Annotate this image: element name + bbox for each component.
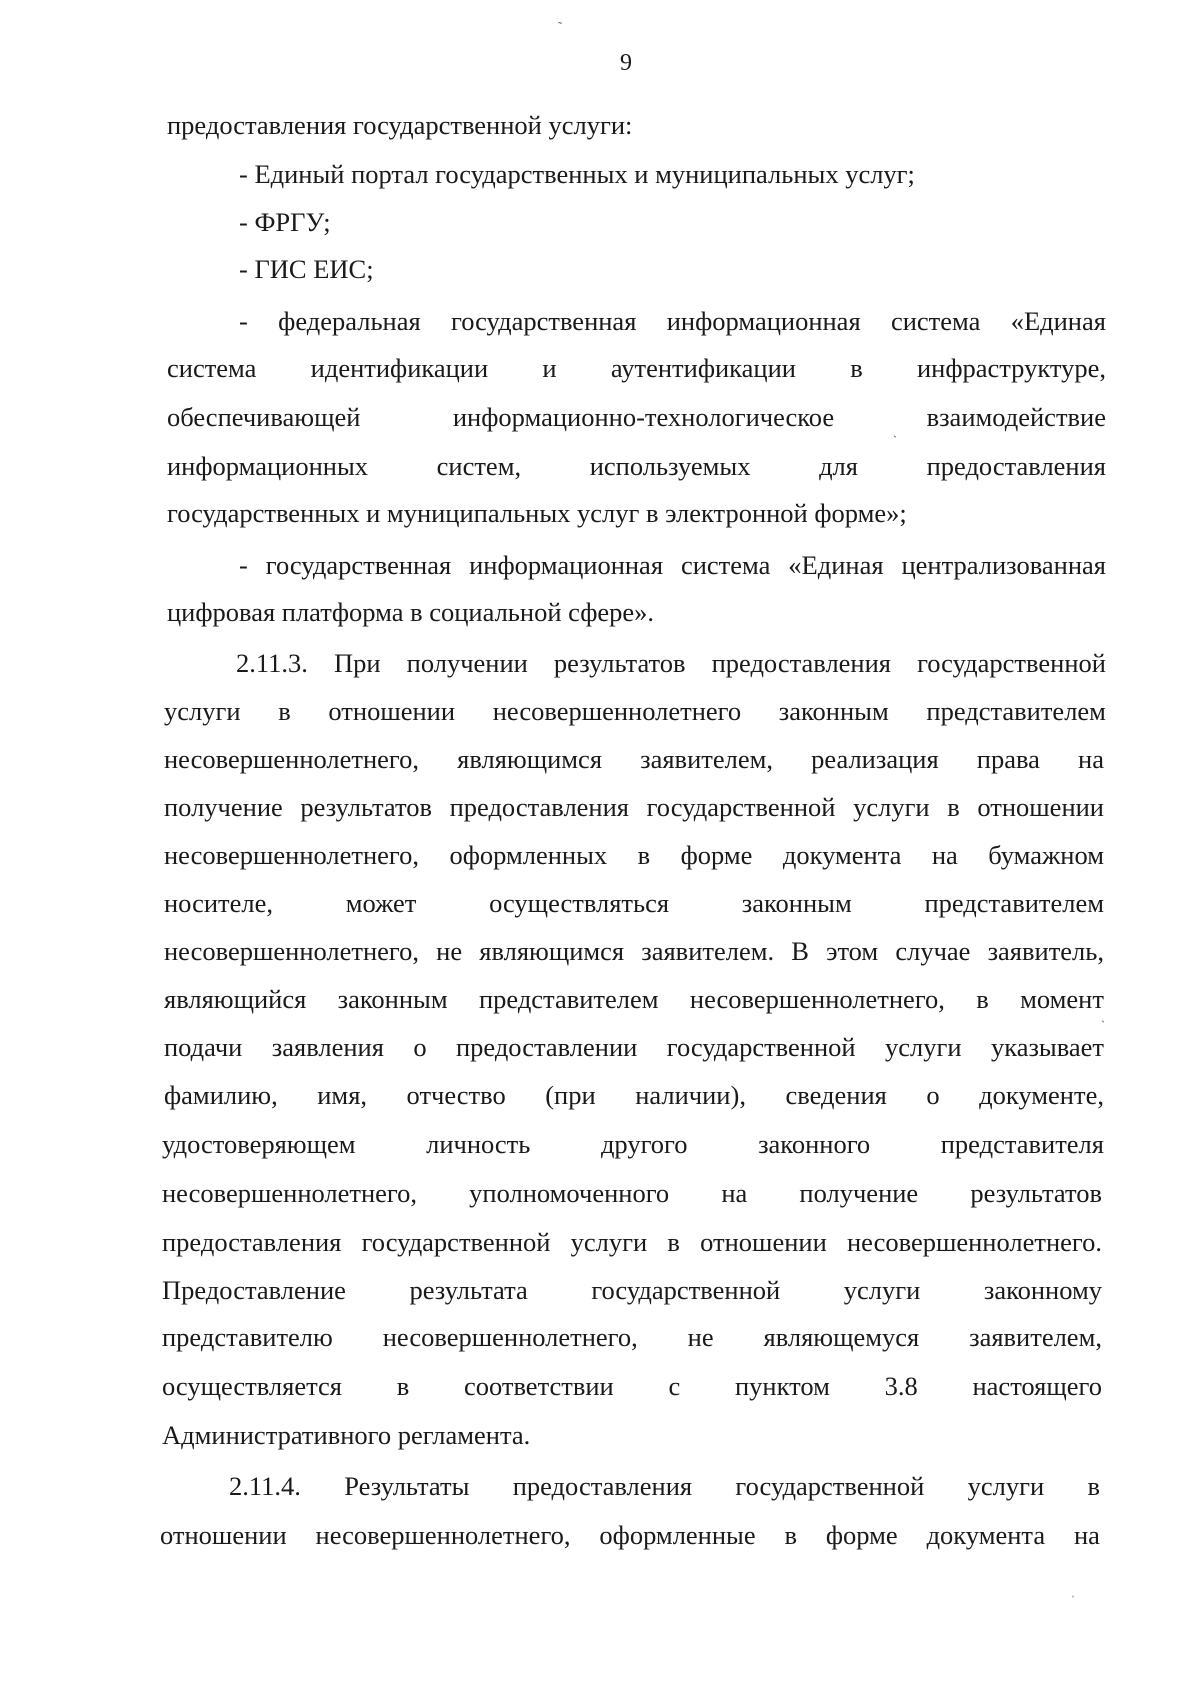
word: в — [850, 353, 863, 383]
word: несовершеннолетнего, — [162, 1178, 418, 1208]
text-line — [160, 1519, 1100, 1551]
word: в — [1087, 1471, 1100, 1501]
text-line: - ГИС ЕИС; — [239, 254, 374, 284]
word: на — [721, 1178, 748, 1208]
word: предоставления — [512, 1471, 693, 1501]
text-line: - ФРГУ; — [239, 207, 331, 237]
word: заявления — [271, 1032, 384, 1062]
word: на — [931, 840, 958, 870]
word: несовершеннолетнего — [492, 696, 742, 726]
text-line — [162, 1128, 1104, 1160]
word: указывает — [990, 1032, 1104, 1062]
word: о — [413, 1032, 427, 1062]
text-line — [162, 1370, 1102, 1402]
text-line — [229, 1470, 1100, 1502]
word: При — [333, 648, 381, 678]
word: услуги — [853, 792, 930, 822]
word: может — [345, 888, 417, 918]
text-line: цифровая платформа в социальной сфере». — [167, 597, 655, 627]
word: система — [680, 550, 771, 580]
word: несовершеннолетнего, — [164, 744, 420, 774]
word: имя, — [317, 1080, 368, 1110]
word: удостоверяющем — [162, 1129, 356, 1159]
word: представителю — [162, 1322, 333, 1352]
word: 2.11.4. — [229, 1471, 301, 1501]
word: документа — [926, 1520, 1046, 1550]
word: взаимодействие — [926, 402, 1106, 432]
word: информационных — [167, 451, 369, 481]
word: представителем — [478, 984, 659, 1014]
word: услуги — [967, 1471, 1045, 1501]
word: государственная — [265, 550, 452, 580]
word: используемых — [589, 451, 751, 481]
word: другого — [600, 1129, 688, 1159]
word: являющимся — [457, 744, 603, 774]
word: заявителем, — [969, 1322, 1102, 1352]
word: с — [668, 1371, 681, 1401]
word: обеспечивающей — [167, 402, 361, 432]
word: для — [819, 451, 858, 481]
text-line — [164, 839, 1104, 871]
word: информационная — [469, 550, 664, 580]
word: о — [926, 1080, 940, 1110]
word: представителем — [926, 696, 1106, 726]
text-line: государственных и муниципальных услуг в электронной форме»; — [167, 498, 907, 528]
word: реализация — [811, 744, 939, 774]
word: осуществляется — [162, 1371, 342, 1401]
word: носителе, — [164, 888, 273, 918]
word: наличии), — [635, 1080, 746, 1110]
word: права — [976, 744, 1040, 774]
word: система — [167, 353, 257, 383]
word: заявитель, — [987, 936, 1104, 966]
word: случае — [895, 936, 971, 966]
word: предоставлении — [455, 1032, 638, 1062]
text-line — [164, 791, 1104, 823]
word: оформленные — [599, 1520, 756, 1550]
word: услуги — [843, 1275, 921, 1305]
word: форме — [680, 840, 753, 870]
scan-speck: ˌ — [1071, 1584, 1075, 1598]
word: услуги — [164, 696, 241, 726]
word: государственной — [646, 792, 836, 822]
word: отчество — [406, 1080, 506, 1110]
word: информационная — [666, 306, 861, 336]
word: на — [1078, 744, 1104, 774]
word: - — [239, 550, 248, 580]
word: отношении — [160, 1520, 287, 1550]
word: государственной — [917, 648, 1106, 678]
text-line: - Единый портал государственных и муниципальных услуг; — [239, 159, 915, 189]
word: представителя — [940, 1129, 1104, 1159]
text-line — [162, 1274, 1102, 1306]
text-line — [167, 450, 1106, 482]
word: (при — [545, 1080, 596, 1110]
word: не — [687, 1322, 714, 1352]
word: в — [637, 840, 651, 870]
word: в — [947, 792, 960, 822]
word: результатов — [553, 648, 686, 678]
word: сведения — [785, 1080, 887, 1110]
word: законного — [758, 1129, 871, 1159]
word: законным — [741, 888, 852, 918]
word: настоящего — [972, 1371, 1102, 1401]
word: заявителем, — [640, 744, 773, 774]
word: уполномоченного — [469, 1178, 670, 1208]
word: в — [667, 1227, 680, 1257]
word: форме — [825, 1520, 898, 1550]
text-line — [167, 401, 1106, 433]
word: являющимся — [479, 936, 625, 966]
word: отношении — [328, 696, 456, 726]
word: государственной — [735, 1471, 925, 1501]
word: несовершеннолетнего, — [382, 1322, 638, 1352]
text-line — [164, 935, 1104, 967]
scan-speck: ˎ — [893, 424, 897, 438]
word: отношении — [700, 1227, 827, 1257]
word: результатов — [970, 1178, 1102, 1208]
text-line — [162, 1177, 1102, 1209]
word: государственной — [591, 1275, 781, 1305]
text-line — [164, 1079, 1104, 1111]
word: предоставления — [926, 451, 1106, 481]
text-line — [239, 549, 1106, 581]
word: заявителем. — [641, 936, 775, 966]
word: получение — [799, 1178, 919, 1208]
word: фамилию, — [164, 1080, 278, 1110]
word: этом — [826, 936, 879, 966]
word: законному — [983, 1275, 1102, 1305]
word: услуги — [570, 1227, 648, 1257]
word: не — [436, 936, 463, 966]
text-line — [164, 695, 1106, 727]
word: бумажном — [988, 840, 1104, 870]
scan-speck: ˜ — [558, 19, 562, 33]
word: несовершеннолетнего, — [315, 1520, 571, 1550]
scan-speck: ˎ — [1101, 1009, 1105, 1023]
word: - — [239, 306, 248, 336]
word: соответствии — [463, 1371, 614, 1401]
page-number: 9 — [620, 50, 632, 76]
text-line — [239, 305, 1106, 337]
word: предоставления — [162, 1227, 342, 1257]
word: «Единая — [1010, 306, 1106, 336]
word: отношении — [977, 792, 1104, 822]
word: В — [791, 936, 809, 966]
word: личность — [426, 1129, 531, 1159]
word: момент — [1020, 984, 1104, 1014]
word: в — [784, 1520, 798, 1550]
word: результатов — [300, 792, 432, 822]
word: пунктом — [734, 1371, 830, 1401]
word: 2.11.3. — [236, 648, 308, 678]
word: федеральная — [278, 306, 421, 336]
text-line — [162, 1226, 1102, 1258]
word: Предоставление — [162, 1275, 346, 1305]
text-line — [162, 1321, 1102, 1353]
text-line — [164, 983, 1104, 1015]
word: государственная — [451, 306, 637, 336]
word: государственной — [666, 1032, 856, 1062]
word: оформленных — [449, 840, 608, 870]
word: являющийся — [164, 984, 307, 1014]
word: услуги — [885, 1032, 962, 1062]
word: в — [278, 696, 291, 726]
word: несовершеннолетнего, — [689, 984, 945, 1014]
word: документа — [782, 840, 902, 870]
word: централизованная — [901, 550, 1106, 580]
word: несовершеннолетнего. — [846, 1227, 1102, 1257]
text-line — [164, 887, 1104, 919]
word: инфраструктуре, — [916, 353, 1106, 383]
word: 3.8 — [884, 1371, 918, 1401]
word: информационно-технологическое — [452, 402, 835, 432]
text-line — [164, 1031, 1104, 1063]
text-line: предоставления государственной услуги: — [167, 110, 633, 140]
text-line — [236, 647, 1106, 679]
text-line — [167, 352, 1106, 384]
word: на — [1073, 1520, 1100, 1550]
word: в — [976, 984, 989, 1014]
word: осуществляться — [489, 888, 670, 918]
word: государственной — [361, 1227, 551, 1257]
word: предоставления — [711, 648, 891, 678]
word: получение — [164, 792, 283, 822]
word: являющемуся — [763, 1322, 920, 1352]
word: подачи — [164, 1032, 243, 1062]
word: несовершеннолетнего, — [164, 840, 420, 870]
word: предоставления — [449, 792, 629, 822]
word: результата — [409, 1275, 528, 1305]
word: идентификации — [310, 353, 489, 383]
word: система — [890, 306, 981, 336]
word: несовершеннолетнего, — [164, 936, 420, 966]
word: документе, — [979, 1080, 1104, 1110]
text-line: Административного регламента. — [162, 1420, 531, 1450]
text-line — [164, 743, 1104, 775]
word: Результаты — [344, 1471, 470, 1501]
word: законным — [337, 984, 448, 1014]
word: и — [542, 353, 557, 383]
word: в — [396, 1371, 410, 1401]
word: законным — [778, 696, 889, 726]
word: систем, — [436, 451, 522, 481]
word: аутентификации — [610, 353, 796, 383]
word: получении — [406, 648, 528, 678]
word: «Единая — [788, 550, 884, 580]
word: представителем — [924, 888, 1104, 918]
